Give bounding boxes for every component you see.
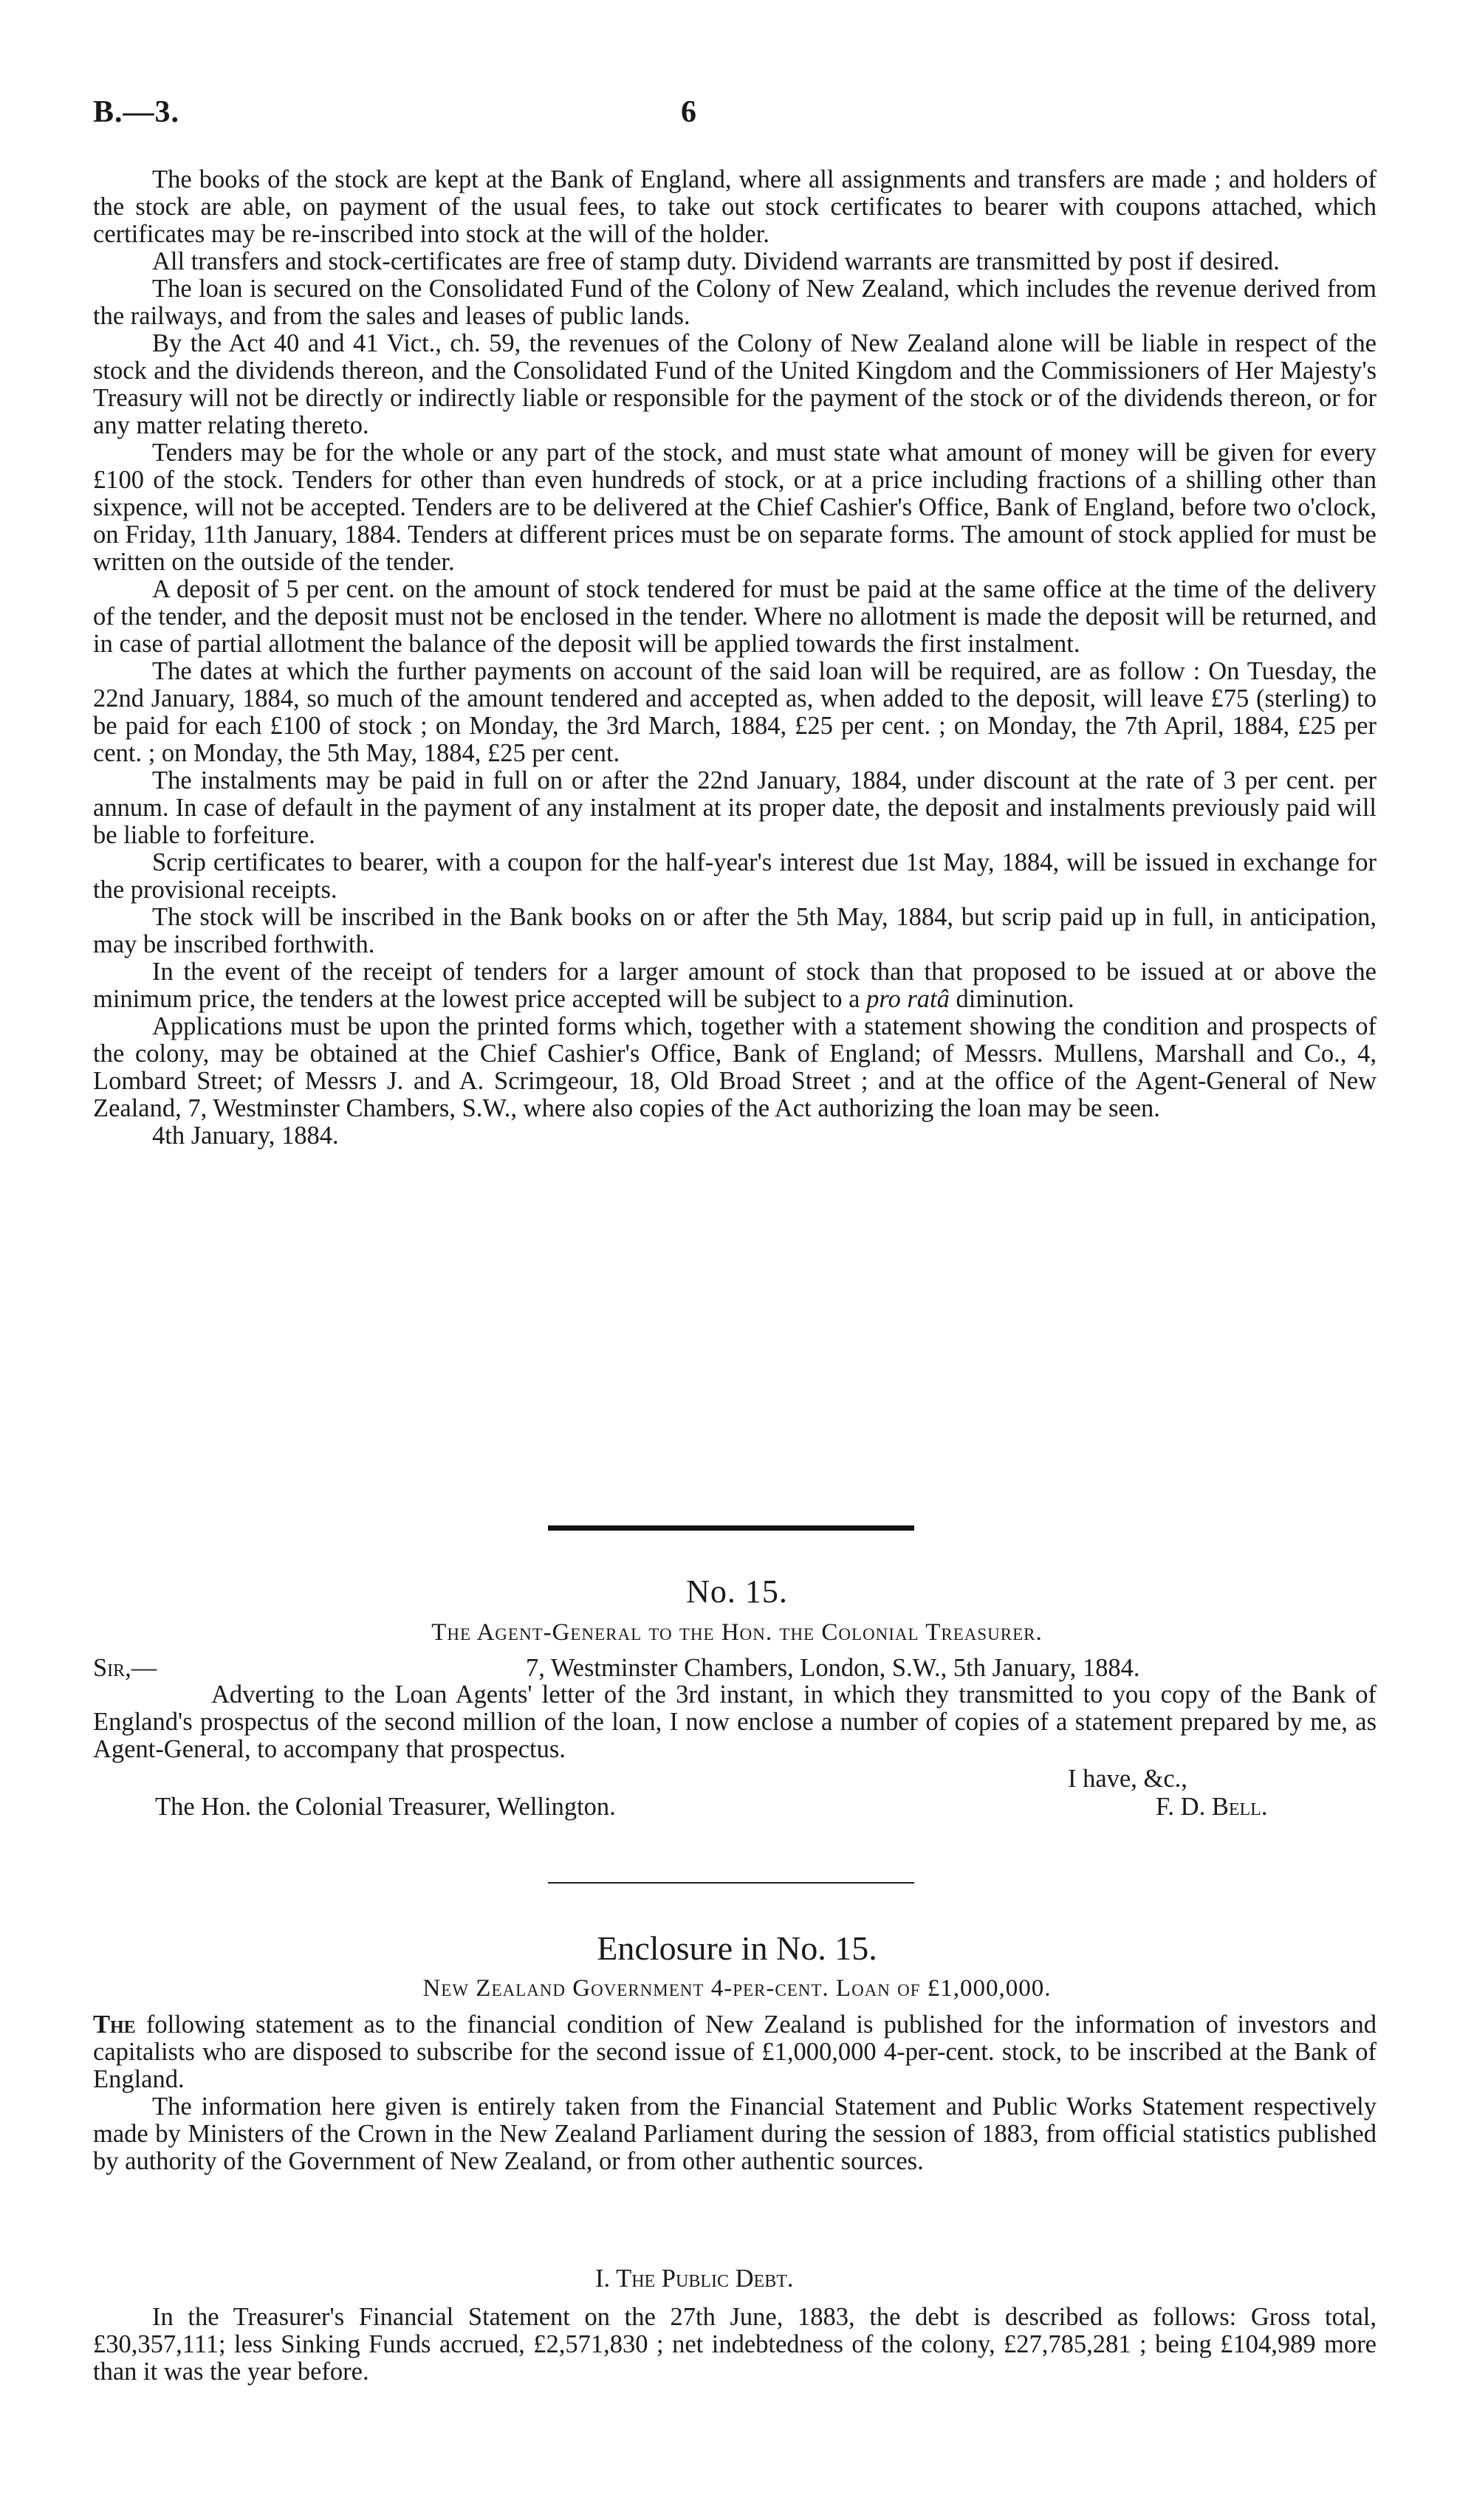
letter-paragraph: Adverting to the Loan Agents' letter of the 3rd instant, in which they transmitted to you copy of the Bank of England's prospectus of the second million of the loan, I now enclose a number of copies of a statement prepared by me, as Agent-General, to accompany that prospectus. — [93, 1680, 1377, 1763]
pro-rata-after: diminution. — [956, 985, 1074, 1013]
paragraph-applications: Applications must be upon the printed forms which, together with a statement showing the condition and prospects of the colony, may be obtained at the Chief Cashier's Office, Bank of England; of Messrs. Mullens, Marshall and Co., 4, Lombard Street; of Messrs J. and A. Scrimgeour, 18, Old Broad Street ; and at the office of the Agent-General of New Zealand, 7, Westminster Chambers, S.W., where also copies of the Act authorizing the loan may be seen. — [93, 1012, 1377, 1122]
public-debt-paragraph: In the Treasurer's Financial Statement on the 27th June, 1883, the debt is described as follows: Gross total, £30,357,111; less Sinking Funds accrued, £2,571,830 ; net indebtedness of the colony, £27,785,281 ; being £104,989 more than it was the year before. — [93, 2303, 1377, 2386]
paragraph-inscription: The stock will be inscribed in the Bank books on or after the 5th May, 1884, but scrip paid up in full, in anticipation, may be inscribed forthwith. — [93, 903, 1377, 958]
letter-number: No. 15. — [686, 1573, 788, 1610]
page-number: 6 — [681, 95, 696, 129]
letter-closing: I have, &c., — [1068, 1765, 1187, 1793]
enclosure-intro — [93, 2011, 1377, 2093]
page-header — [93, 95, 1381, 139]
pro-rata-before: In the event of the receipt of tenders for a larger amount of stock than that proposed to be issued at or above the minimum price, the tenders at the lowest price accepted will be subject to a — [93, 958, 1377, 1013]
public-debt-body — [93, 2304, 1377, 2386]
letter-caption: The Agent-General to the Hon. the Colonial Treasurer. — [431, 1619, 1043, 1646]
section-divider-thin — [548, 1882, 914, 1884]
enclosure-title: New Zealand Government 4-per-cent. Loan of £1,000,000. — [422, 1975, 1052, 2002]
enclosure-information: The information here given is entirely taken from the Financial Statement and Public Works Statement respectively made by Ministers of the Crown in the New Zealand Parliament during the session of 1883, from official statistics published by authority of the Government of New Zealand, or from other authentic sources. — [93, 2092, 1377, 2175]
section-divider-thick — [548, 1525, 914, 1531]
document-reference: B.—3. — [93, 95, 180, 129]
paragraph-instalments: The instalments may be paid in full on or after the 22nd January, 1884, under discount at the rate of 3 per cent. per annum. In case of default in the payment of any instalment at its proper date, the deposit and instalments previously paid will be liable to forfeiture. — [93, 766, 1377, 849]
paragraph-loan-security: The loan is secured on the Consolidated Fund of the Colony of New Zealand, which includes the revenue derived from the railways, and from the sales and leases of public lands. — [93, 275, 1377, 330]
paragraph-transfers: All transfers and stock-certificates are free of stamp duty. Dividend warrants are transmitted by post if desired. — [152, 247, 1280, 275]
enclosure-body — [93, 2011, 1377, 2175]
letter-address: 7, Westminster Chambers, London, S.W., 5th January, 1884. — [526, 1654, 1140, 1682]
pro-rata-italic: pro ratâ — [866, 985, 950, 1013]
enclosure-intro-text: following statement as to the financial condition of New Zealand is published for the information of investors and capitalists who are disposed to subscribe for the second issue of £1,000,000 4-per-cent. stock, to be inscribed at the Bank of England. — [93, 2011, 1377, 2093]
letter-recipient: The Hon. the Colonial Treasurer, Wellington. — [155, 1793, 616, 1821]
letter-body — [93, 1681, 1377, 1763]
paragraph-act-liability: By the Act 40 and 41 Vict., ch. 59, the revenues of the Colony of New Zealand alone will be liable in respect of the stock and the dividends thereon, and the Consolidated Fund of the United Kingdom and the Commissioners of Her Majesty's Treasury will not be directly or indirectly liable or responsible for the payment of the stock or of the dividends thereon, or for any matter relating thereto. — [93, 329, 1377, 439]
letter-salutation: Sir,— — [93, 1654, 157, 1682]
paragraph-scrip-certificates: Scrip certificates to bearer, with a coupon for the half-year's interest due 1st May, 1884, will be issued in exchange for the provisional receipts. — [93, 848, 1377, 904]
paragraph-deposit: A deposit of 5 per cent. on the amount of stock tendered for must be paid at the same office at the time of the delivery of the tender, and the deposit must not be enclosed in the tender. Where no allotment is made the deposit will be returned, and in case of partial allotment the balance of the deposit will be applied towards the first instalment. — [93, 575, 1377, 658]
enclosure-heading: Enclosure in No. 15. — [597, 1929, 877, 1967]
prospectus-date: 4th January, 1884. — [152, 1122, 339, 1150]
public-debt-heading: I. The Public Debt. — [595, 2265, 794, 2293]
paragraph-tenders: Tenders may be for the whole or any part of the stock, and must state what amount of money will be given for every £100 of the stock. Tenders for other than even hundreds of stock, or at a price including fractions of a shilling other than sixpence, will not be accepted. Tenders are to be delivered at the Chief Cashier's Office, Bank of England, before two o'clock, on Friday, 11th January, 1884. Tenders at different prices must be on separate forms. The amount of stock applied for must be written on the outside of the tender. — [93, 439, 1377, 576]
paragraph-pro-rata — [93, 958, 1377, 1013]
paragraph-payment-dates: The dates at which the further payments on account of the said loan will be required, are as follow : On Tuesday, the 22nd January, 1884, so much of the amount tendered and accepted as, when added to the deposit, will leave £75 (sterling) to be paid for each £100 of stock ; on Monday, the 3rd March, 1884, £25 per cent. ; on Monday, the 7th April, 1884, £25 per cent. ; on Monday, the 5th May, 1884, £25 per cent. — [93, 657, 1377, 767]
paragraph-books-of-stock: The books of the stock are kept at the Bank of England, where all assignments and transfers are made ; and holders of the stock are able, on payment of the usual fees, to take out stock certificates to bearer with coupons attached, which certificates may be re-inscribed into stock at the will of the holder. — [93, 165, 1377, 248]
enclosure-first-word: The — [93, 2011, 136, 2039]
prospectus-body — [93, 166, 1377, 1150]
letter-signature: F. D. Bell. — [1156, 1793, 1268, 1821]
